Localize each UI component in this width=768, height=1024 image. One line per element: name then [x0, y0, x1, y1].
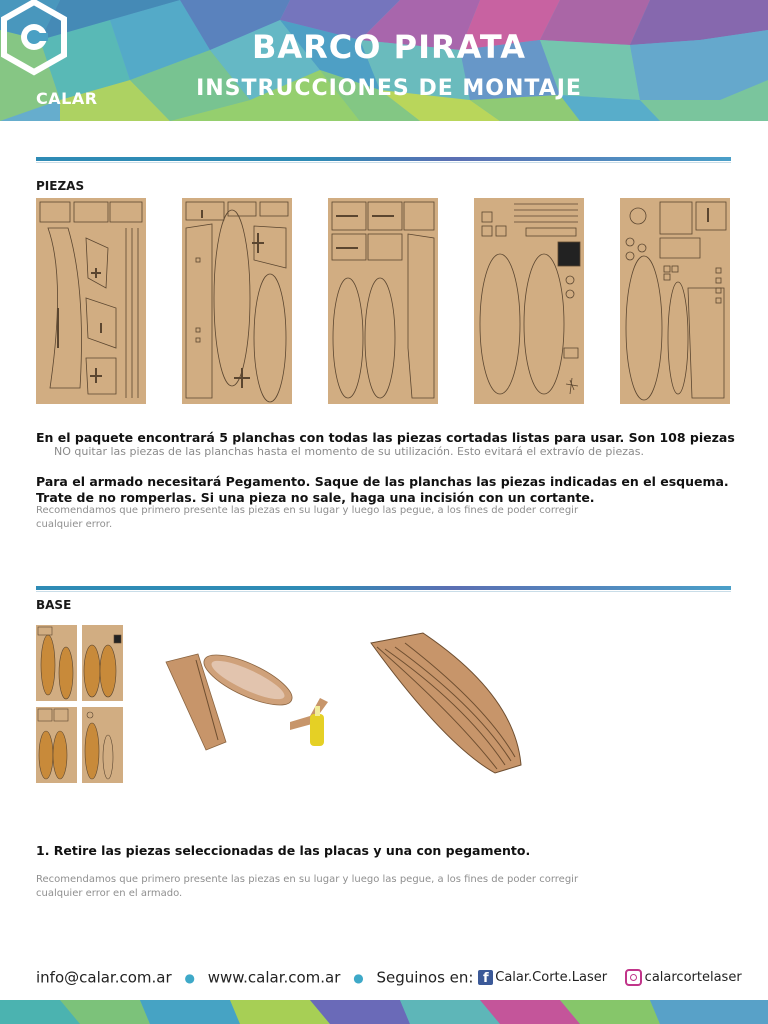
cardboard-sheet-4 — [474, 198, 584, 404]
brand-name: CALAR — [36, 89, 98, 108]
cardboard-sheet-2 — [182, 198, 292, 404]
section-title-base: BASE — [36, 598, 72, 612]
instagram-link[interactable]: calarcortelaser — [644, 970, 742, 985]
footer-contact — [36, 968, 742, 992]
cardboard-sheet-1 — [36, 198, 146, 404]
section-title-piezas: PIEZAS — [36, 179, 85, 193]
mini-sheet-2 — [82, 625, 123, 701]
base-note-line2: cualquier error en el armado. — [36, 888, 183, 899]
mini-sheet-3 — [36, 707, 77, 783]
base-note-line1: Recomendamos que primero presente las piezas en su lugar y luego las pegue, a los fines de poder corregir — [36, 874, 579, 885]
piezas-note-line1: Recomendamos que primero presente las piezas en su lugar y luego las pegue, a los fines de poder corregir — [36, 505, 579, 516]
separator-dot: ● — [353, 970, 364, 985]
mini-sheet-1 — [36, 625, 77, 701]
website-link[interactable]: www.calar.com.ar — [207, 968, 341, 987]
footer-banner — [0, 1000, 768, 1024]
mini-sheet-4 — [82, 707, 123, 783]
header-banner — [0, 0, 768, 121]
cardboard-sheet-3 — [328, 198, 438, 404]
section-divider — [36, 586, 731, 590]
section-divider — [36, 157, 731, 161]
email-link[interactable]: info@calar.com.ar — [36, 968, 172, 987]
separator-dot: ● — [184, 970, 195, 985]
facebook-icon: f — [478, 970, 493, 985]
piezas-warning: NO quitar las piezas de las planchas hasta el momento de su utilización. Esto evitará el extravío de piezas. — [54, 445, 644, 458]
cardboard-sheet-5 — [620, 198, 730, 404]
base-step-1: 1. Retire las piezas seleccionadas de las placas y una con pegamento. — [36, 843, 531, 858]
instagram-icon — [625, 969, 642, 986]
piezas-glue-instruction: Para el armado necesitará Pegamento. Saque de las planchas las piezas indicadas en el esquema. — [36, 474, 729, 489]
page-subtitle: INSTRUCCIONES DE MONTAJE — [196, 76, 582, 101]
piezas-intro: En el paquete encontrará 5 planchas con todas las piezas cortadas listas para usar. Son 108 piezas — [36, 430, 735, 445]
page-title: BARCO PIRATA — [251, 28, 526, 66]
piezas-cut-instruction: Trate de no romperlas. Si una pieza no sale, haga una incisión con un cortante. — [36, 490, 595, 505]
facebook-link[interactable]: Calar.Corte.Laser — [495, 970, 608, 985]
base-assembly-photo — [160, 640, 340, 760]
piezas-note-line2: cualquier error. — [36, 519, 113, 530]
base-assembled-photo — [365, 625, 535, 785]
follow-label: Seguinos en: — [376, 968, 474, 987]
